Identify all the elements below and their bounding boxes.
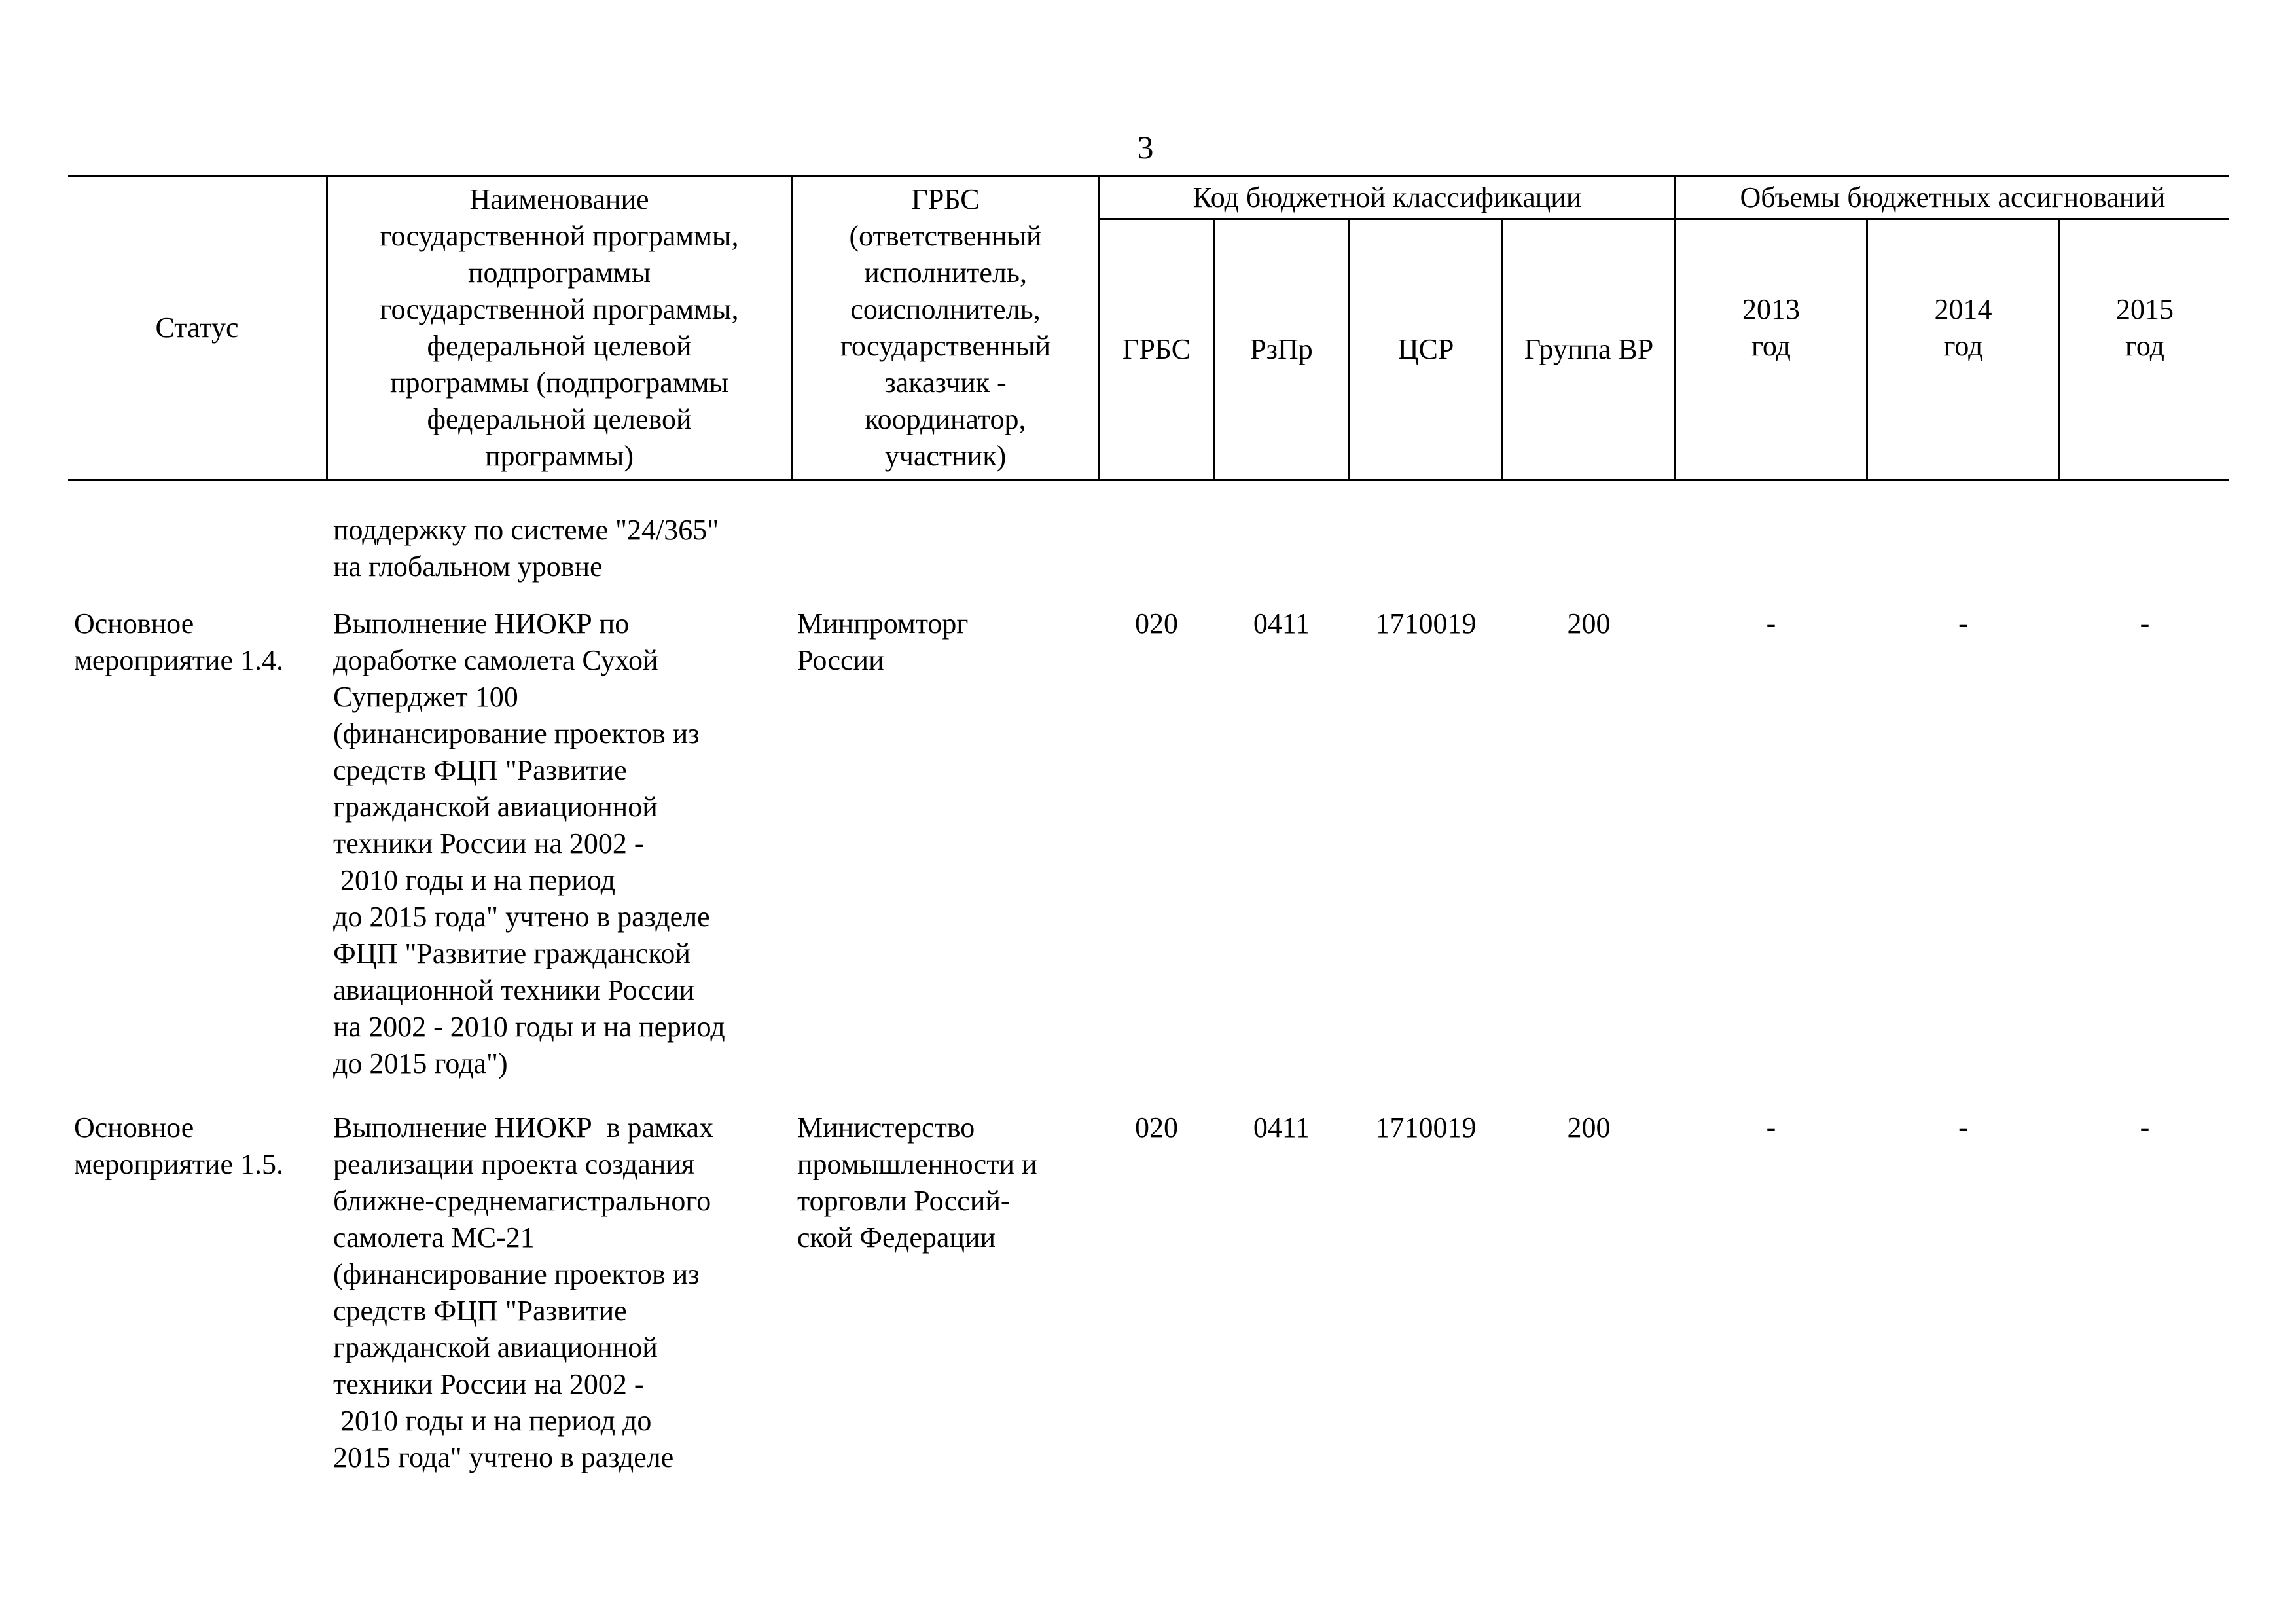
row-grbs-responsible: Минпромторг России [797,607,969,676]
row-rzpr-code: 0411 [1253,607,1310,640]
continuation-text: поддержку по системе "24/365" на глобальном уровне [333,514,719,583]
header-year-2014: 2014 год [1934,293,1992,362]
header-grbs: ГРБС [1122,333,1191,365]
row-amount-2014: - [1958,607,1968,640]
row-status: Основное мероприятие 1.5. [74,1111,284,1180]
row-rzpr-code: 0411 [1253,1111,1310,1144]
page-number: 3 [1137,129,1154,166]
header-status: Статус [155,312,239,344]
row-csr-code: 1710019 [1375,607,1477,640]
header-grbs-responsible: ГРБС (ответственный исполнитель, соисполнитель, государственный заказчик - координатор, участник) [840,183,1051,472]
header-budget-volume: Объемы бюджетных ассигнований [1740,181,2166,213]
row-grbs-code: 020 [1135,607,1178,640]
row-amount-2014: - [1958,1111,1968,1144]
row-program-name: Выполнение НИОКР в рамках реализации проекта создания ближне-среднемагистрального самолета МС-21 (финансирование проектов из средств ФЦП "Развитие гражданской авиационной техники России на 2002 - 2010 годы и на период до 2015 года" учтено в разделе [333,1111,714,1473]
row-amount-2013: - [1766,607,1776,640]
header-program-name: Наименование государственной программы, подпрограммы государственной программы, федеральной целевой программы (подпрограммы федеральной целевой программы) [380,183,739,472]
row-amount-2013: - [1766,1111,1776,1144]
header-budget-code: Код бюджетной классификации [1193,181,1582,213]
table-header [68,175,2229,481]
row-grbs-code: 020 [1135,1111,1178,1144]
row-csr-code: 1710019 [1375,1111,1477,1144]
header-rzpr: РзПр [1250,333,1313,365]
row-status: Основное мероприятие 1.4. [74,607,284,676]
row-amount-2015: - [2140,607,2150,640]
row-amount-2015: - [2140,1111,2150,1144]
row-vr-code: 200 [1567,607,1611,640]
row-program-name: Выполнение НИОКР по доработке самолета Сухой Суперджет 100 (финансирование проектов из средств ФЦП "Развитие гражданской авиационной техники России на 2002 - 2010 годы и на период до 2015 года" учтено в разделе ФЦП "Развитие гражданской авиационной техники России на 2002 - 2010 годы и на период до 2015 года") [333,607,725,1079]
row-vr-code: 200 [1567,1111,1611,1144]
row-grbs-responsible: Министерство промышленности и торговли Россий- ской Федерации [797,1111,1037,1254]
budget-table [68,175,2229,481]
header-vr-group: Группа ВР [1524,333,1654,365]
header-year-2015: 2015 год [2116,293,2174,362]
header-year-2013: 2013 год [1742,293,1800,362]
header-csr: ЦСР [1397,333,1454,365]
